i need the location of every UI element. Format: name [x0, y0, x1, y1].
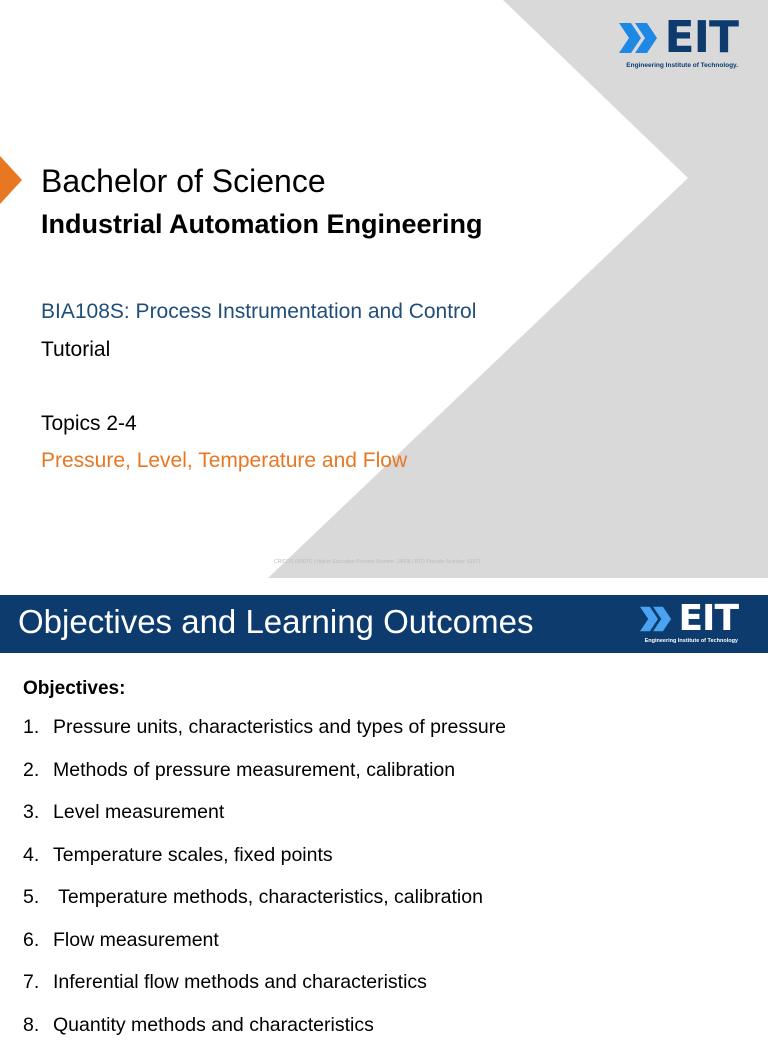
list-item-number: 3. [23, 801, 53, 844]
eit-logo-banner [640, 601, 738, 644]
footer-note: CRICOS 03567C | Higher Education Provider Number: 14008 | RTO Provider Number: 51971 [274, 559, 481, 565]
list-item-text: Inferential flow methods and characteristics [53, 971, 427, 1014]
list-item [23, 971, 753, 1014]
logo-tagline: Engineering Institute of Technology. [626, 62, 738, 69]
objectives-banner [0, 595, 768, 653]
slide-subtitle: Industrial Automation Engineering [41, 209, 483, 240]
logo-text: EIT [665, 16, 738, 60]
objectives-label: Objectives: [23, 678, 753, 700]
orange-tab-marker [0, 156, 22, 204]
chevron-arrows-icon [640, 605, 676, 633]
list-item [23, 929, 753, 972]
list-item-text: Temperature methods, characteristics, calibration [53, 886, 483, 929]
list-item-text: Flow measurement [53, 929, 219, 972]
list-item-text: Quantity methods and characteristics [53, 1014, 374, 1056]
list-item-number: 7. [23, 971, 53, 1014]
list-item-number: 6. [23, 929, 53, 972]
slide-divider [0, 578, 768, 595]
session-type: Tutorial [41, 338, 110, 362]
grey-chevron-shape [268, 0, 768, 578]
list-item-number: 8. [23, 1014, 53, 1056]
course-code: BIA108S: Process Instrumentation and Control [41, 300, 476, 324]
list-item [23, 844, 753, 887]
objectives-content [23, 678, 753, 1056]
topics-label: Topics 2-4 [41, 412, 137, 436]
list-item [23, 801, 753, 844]
list-item-text: Methods of pressure measurement, calibration [53, 759, 455, 802]
list-item-number: 2. [23, 759, 53, 802]
list-item-number: 1. [23, 716, 53, 759]
list-item-number: 5. [23, 886, 53, 929]
objectives-list [23, 716, 753, 1056]
list-item-text: Pressure units, characteristics and types of pressure [53, 716, 506, 759]
logo-text: EIT [678, 601, 738, 637]
list-item-text: Temperature scales, fixed points [53, 844, 333, 887]
chevron-arrows-icon [619, 21, 663, 55]
list-item [23, 716, 753, 759]
topics-subtitle: Pressure, Level, Temperature and Flow [41, 449, 407, 473]
logo-tagline: Engineering Institute of Technology [645, 638, 738, 644]
banner-title: Objectives and Learning Outcomes [18, 603, 533, 641]
list-item [23, 759, 753, 802]
eit-logo [619, 16, 738, 69]
list-item-number: 4. [23, 844, 53, 887]
list-item [23, 886, 753, 929]
list-item [23, 1014, 753, 1056]
slide-title: Bachelor of Science [41, 163, 326, 200]
list-item-text: Level measurement [53, 801, 224, 844]
